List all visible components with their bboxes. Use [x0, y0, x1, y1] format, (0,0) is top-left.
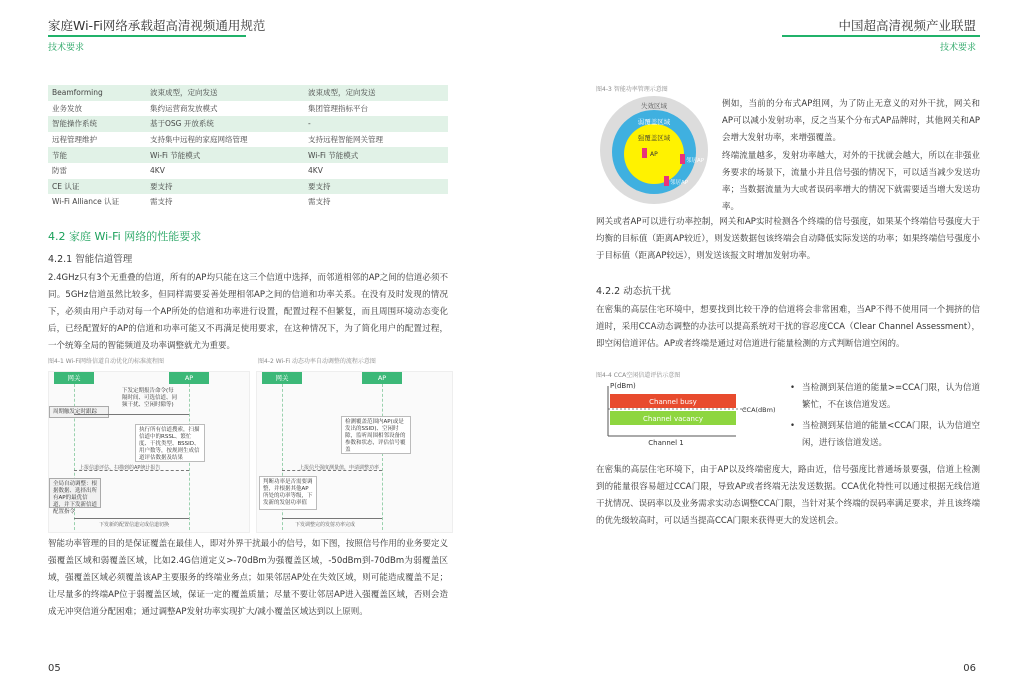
- spec-table-cell: 节能: [48, 147, 146, 163]
- left-header-line: [48, 35, 246, 37]
- fig2-bottom-label: 下发调整完的发射功率完成: [295, 522, 356, 528]
- spec-table-cell: 需支持: [304, 194, 448, 210]
- paragraph-cca: 在密集的高层住宅环境中，想要找到比较干净的信道将会非常困难，当AP不得不使用同一个拥挤的信道时，采用CCA动态调整的办法可以提高系统对干扰的容忍度CCA（Clear Channel Assessment），即空闲信道评估。AP或者终端是通过对信道进行能量检测的方式判断信道空闲的。: [596, 305, 980, 349]
- fig4-caption: 图4-4 CCA空闲信道评估示意图: [596, 372, 681, 379]
- right-page-number: 06: [963, 663, 976, 674]
- spec-table-cell: 要支持: [304, 179, 448, 195]
- neighbor-ap-marker-1: [680, 154, 685, 164]
- left-header-title: 家庭Wi-Fi网络承载超高清视频通用规范: [48, 18, 266, 33]
- spec-table-cell: 集约运营商发放模式: [146, 101, 304, 117]
- spec-table-cell: 业务发放: [48, 101, 146, 117]
- fig1-lane-ap: AP: [169, 372, 209, 384]
- spec-table-cell: 基于OSG 开放系统: [146, 116, 304, 132]
- neighbor-ap-label-1: 邻居AP: [686, 158, 705, 164]
- neighbor-ap-marker-2: [664, 176, 669, 186]
- spec-table-cell: 远程管理维护: [48, 132, 146, 148]
- spec-table-cell: Wi-Fi 节能模式: [146, 147, 304, 163]
- coverage-rings-figure: [596, 92, 716, 204]
- ap-marker: [642, 148, 647, 158]
- fig1-arrow-label: 上报信道评估、扫描到的AP统计报告: [79, 465, 161, 471]
- fig1-sequence-diagram: [48, 371, 250, 533]
- ap-label: AP: [650, 151, 658, 158]
- fig1-caption: 图4-1 Wi-Fi网络信道自动优化的标准流程图: [48, 358, 165, 365]
- fig2-lifeline-ap: [382, 384, 383, 530]
- right-header-sub: 技术要求: [939, 43, 976, 53]
- spec-table-cell: 支持集中远程的家庭网络管理: [146, 132, 304, 148]
- paragraph-traffic: 终端流量越多，发射功率越大，对外的干扰就会越大，所以在非强业务要求的场景下，流量小并且信号强的情况下，可以适当减少发送功率；当数据流量为大或者误码率增大的情况下就需要适当增大发送功率。: [722, 151, 980, 212]
- spec-table-cell: 智能操作系统: [48, 116, 146, 132]
- channel-busy-label: Channel busy: [649, 398, 697, 406]
- cca-bullet-item: • 当检测到某信道的能量<CCA门限，认为信道空闲，进行该信道发送。: [790, 421, 980, 448]
- cca-figure: [596, 380, 776, 450]
- subsection-title-422: 4.2.2 动态抗干扰: [596, 286, 671, 297]
- spec-table-row: [48, 163, 448, 179]
- cca-bullet-list: [790, 380, 980, 452]
- paragraph-channel: 2.4GHz只有3个无重叠的信道，所有的AP均只能在这三个信道中选择，而邻道相邻的AP之间的信道必须不同。5GHz信道虽然比较多，但同样需要妥善处理相邻AP之间的信道和功率关系。在没有及时发现的情况下，必须由用户手动对每一个AP所处的信道和功率进行设置，配置过程不但繁复，而且周围环境动态变化后，已经配置好的AP的信道和功率可能又不再满足使用要求，在这种情况下，为了简化用户的配置过程，一个统筹全局的智能频道及功率调整就尤为重要。: [48, 273, 448, 351]
- paragraph-power-control: 网关或者AP可以进行功率控制，网关和AP实时检测各个终端的信号强度，如果某个终端信号强度大于均衡的目标值（距离AP较近），则发送数据包该终端会自动降低实际发送的功率；如果终端信号强度小于目标值（距离AP较远），则发送该报文时增加发射功率。: [596, 217, 980, 261]
- paragraph-power: 智能功率管理的目的是保证覆盖在最佳人，即对外界干扰最小的信号，如下图，按照信号作用的业务要定义强覆盖区域和弱覆盖区域，比如2.4G信道定义>-70dBm为强覆盖区域，-50dBm到-70dBm为弱覆盖区域，强覆盖区域必须覆盖该AP主要服务的终端业务点；如果邻居AP处在失效区域，则可能造成覆盖不足；让尽量多的终端AP位于弱覆盖区域，保证一定的覆盖质量；尽量不要让邻居AP进入强覆盖区域，否则会造成无冲突信道分配困难；通过调整AP发射功率实现扩大/减小覆盖区域达到以上原则。: [48, 539, 448, 617]
- ring-label-inner: 强覆盖区域: [637, 134, 671, 142]
- paragraph-distributed: 例如，当前的分布式AP组网，为了防止无意义的对外干扰，网关和AP可以减小发射功率，反之当某个分布式AP品牌时，其他网关和AP会增大发射功率，来增强覆盖。: [722, 99, 980, 143]
- section-title: 4.2 家庭 Wi-Fi 网络的性能要求: [48, 230, 202, 243]
- fig2-arrow-label: 上报信号强度测量值，申请调整功率: [299, 465, 380, 471]
- fig1-note-top: 下发定期报告命令(每隔时间、可选信道、同频干扰、空闲时隙等): [122, 388, 178, 408]
- spec-table-cell: Wi-Fi 节能模式: [304, 147, 448, 163]
- left-header-sub: 技术要求: [48, 43, 85, 53]
- fig1-bottom-label: 下发新的配置信道完成信道切换: [99, 522, 170, 528]
- cca-threshold-label: CCA(dBm): [742, 406, 776, 414]
- fig2-caption: 图4-2 Wi-Fi 动态功率自动调整的流程示意图: [258, 358, 376, 365]
- spec-table-cell: 需支持: [146, 194, 304, 210]
- spec-table-row: [48, 101, 448, 117]
- fig2-lane-ap: AP: [362, 372, 402, 384]
- spec-table-cell: 波束成型，定向发送: [304, 85, 448, 101]
- fig2-note-judge: 判断功率是否需要调整，并根据其他AP所处的功率等级，下发新的发射功率值: [259, 476, 317, 510]
- right-header-line: [782, 35, 980, 37]
- spec-table-cell: 支持远程智能网关管理: [304, 132, 448, 148]
- fig2-note-detect: 检测覆盖范围内AP(或是发出的SSID)、空闲时隙，监听周围相邻设备的参数和状态，评估信号覆盖: [341, 416, 411, 454]
- fig1-note-trigger: 周期触发定时跟踪: [49, 406, 109, 418]
- fig1-note-adjust: 全局自动调整：根据数据、选择出所有AP的最优信道，并下发新信道配置指令: [49, 478, 101, 508]
- spec-table-cell: 要支持: [146, 179, 304, 195]
- spec-table-row: [48, 194, 448, 210]
- left-page-number: 05: [48, 663, 61, 674]
- subsection-title-421: 4.2.1 智能信道管理: [48, 254, 133, 265]
- ring-label-middle: 弱覆盖区域: [637, 118, 671, 126]
- fig3-caption: 图4-3 智能功率管理示意图: [596, 86, 668, 93]
- neighbor-ap-label-2: 邻居AP: [670, 180, 689, 186]
- ring-label-outer: 失效区域: [641, 102, 667, 110]
- spec-table-cell: 集团管理指标平台: [304, 101, 448, 117]
- fig2-lane-gateway: 网关: [262, 372, 302, 384]
- fig1-lane-gateway: 网关: [54, 372, 94, 384]
- spec-table-cell: Beamforming: [48, 85, 146, 101]
- fig1-arrow-1: [74, 414, 189, 415]
- paragraph-cca-opt: 在密集的高层住宅环境下，由于AP以及终端密度大，路由近，信号强度比普通场景要强，信道上检测到的能量很容易超过CCA门限，导致AP或者终端无法发送数据。CCA优化特性可以通过根据无线信道干扰情况、误码率以及业务需求实动态调整CCA门限，当针对某个终端的误码率满足要求，并且该终端的优先级较高时，可以适当提高CCA门限来获得更大的发送机会。: [596, 465, 980, 526]
- fig1-arrow-3: [74, 518, 189, 519]
- spec-table-cell: 波束成型，定向发送: [146, 85, 304, 101]
- spec-table-row: [48, 179, 448, 195]
- spec-table-row: [48, 132, 448, 148]
- spec-table-cell: Wi-Fi Alliance 认证: [48, 194, 146, 210]
- spec-table-cell: CE 认证: [48, 179, 146, 195]
- spec-table-cell: 防雷: [48, 163, 146, 179]
- cca-bullet-text: 当检测到某信道的能量<CCA门限，认为信道空闲，进行该信道发送。: [802, 421, 980, 448]
- spec-table-cell: 4KV: [146, 163, 304, 179]
- spec-table: [48, 85, 448, 210]
- spec-table-row: [48, 116, 448, 132]
- right-header-title: 中国超高清视频产业联盟: [838, 18, 976, 33]
- cca-bullet-text: 当检测到某信道的能量>=CCA门限，认为信道繁忙，不在该信道发送。: [802, 383, 980, 410]
- spec-table-cell: 4KV: [304, 163, 448, 179]
- cca-bullet-item: • 当检测到某信道的能量>=CCA门限，认为信道繁忙，不在该信道发送。: [790, 383, 980, 410]
- right-page: [512, 0, 1024, 695]
- cca-y-label: P(dBm): [610, 382, 636, 390]
- fig2-arrow-2: [282, 518, 382, 519]
- spec-table-row: [48, 147, 448, 163]
- fig2-sequence-diagram: [256, 371, 453, 533]
- spec-table-cell: -: [304, 116, 448, 132]
- spec-table-row: [48, 85, 448, 101]
- fig1-note-scan: 执行所有信道搜索，扫描信道中的RSSL、繁忙度、干扰类型、BSSID、用户数等，按规则生成信道评估数据及结果: [135, 424, 205, 462]
- channel-vacancy-label: Channel vacancy: [643, 415, 703, 423]
- cca-x-label: Channel 1: [648, 439, 684, 447]
